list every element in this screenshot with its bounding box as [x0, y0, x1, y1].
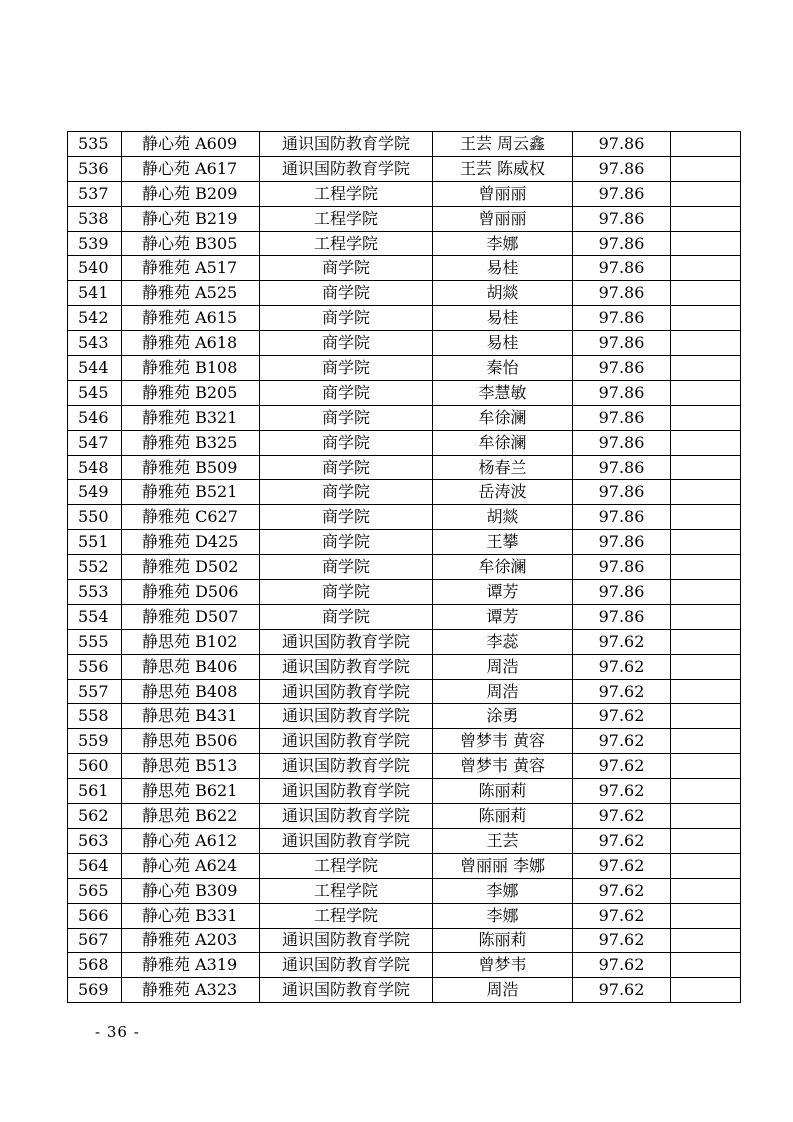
advisor-name-cell: 曾丽丽	[433, 181, 573, 206]
table-row	[68, 256, 741, 281]
remark-cell	[671, 729, 741, 754]
row-number-cell: 542	[68, 306, 122, 331]
table-row	[68, 156, 741, 181]
table-row	[68, 604, 741, 629]
score-cell: 97.86	[573, 380, 671, 405]
dorm-room-cell: 静雅苑 D506	[122, 580, 260, 605]
row-number-cell: 559	[68, 729, 122, 754]
row-number-cell: 569	[68, 978, 122, 1003]
score-cell: 97.86	[573, 580, 671, 605]
college-name-cell: 商学院	[260, 405, 433, 430]
table-row	[68, 754, 741, 779]
college-name-cell: 工程学院	[260, 903, 433, 928]
advisor-name-cell: 易桂	[433, 256, 573, 281]
remark-cell	[671, 978, 741, 1003]
table-row	[68, 679, 741, 704]
remark-cell	[671, 828, 741, 853]
remark-cell	[671, 679, 741, 704]
remark-cell	[671, 306, 741, 331]
remark-cell	[671, 928, 741, 953]
remark-cell	[671, 505, 741, 530]
row-number-cell: 541	[68, 281, 122, 306]
dorm-room-cell: 静雅苑 B521	[122, 480, 260, 505]
row-number-cell: 535	[68, 132, 122, 157]
advisor-name-cell: 易桂	[433, 331, 573, 356]
dorm-room-cell: 静心苑 B209	[122, 181, 260, 206]
advisor-name-cell: 牟徐澜	[433, 430, 573, 455]
score-cell: 97.86	[573, 306, 671, 331]
advisor-name-cell: 王芸 周云鑫	[433, 132, 573, 157]
remark-cell	[671, 256, 741, 281]
dorm-room-cell: 静思苑 B431	[122, 704, 260, 729]
college-name-cell: 商学院	[260, 306, 433, 331]
dorm-room-cell: 静雅苑 B321	[122, 405, 260, 430]
table-row	[68, 580, 741, 605]
college-name-cell: 商学院	[260, 555, 433, 580]
college-name-cell: 工程学院	[260, 878, 433, 903]
row-number-cell: 553	[68, 580, 122, 605]
row-number-cell: 538	[68, 206, 122, 231]
advisor-name-cell: 周浩	[433, 654, 573, 679]
dorm-room-cell: 静心苑 B331	[122, 903, 260, 928]
college-name-cell: 通识国防教育学院	[260, 754, 433, 779]
row-number-cell: 554	[68, 604, 122, 629]
table-row	[68, 828, 741, 853]
score-cell: 97.62	[573, 629, 671, 654]
row-number-cell: 545	[68, 380, 122, 405]
college-name-cell: 通识国防教育学院	[260, 804, 433, 829]
table-row	[68, 505, 741, 530]
row-number-cell: 562	[68, 804, 122, 829]
advisor-name-cell: 王芸	[433, 828, 573, 853]
row-number-cell: 536	[68, 156, 122, 181]
score-cell: 97.86	[573, 156, 671, 181]
college-name-cell: 通识国防教育学院	[260, 779, 433, 804]
score-cell: 97.62	[573, 804, 671, 829]
advisor-name-cell: 胡燚	[433, 505, 573, 530]
row-number-cell: 550	[68, 505, 122, 530]
college-name-cell: 工程学院	[260, 181, 433, 206]
table-row	[68, 530, 741, 555]
dorm-room-cell: 静思苑 B406	[122, 654, 260, 679]
advisor-name-cell: 李娜	[433, 231, 573, 256]
college-name-cell: 商学院	[260, 281, 433, 306]
table-row	[68, 555, 741, 580]
row-number-cell: 568	[68, 953, 122, 978]
remark-cell	[671, 380, 741, 405]
college-name-cell: 商学院	[260, 356, 433, 381]
college-name-cell: 工程学院	[260, 206, 433, 231]
table-row	[68, 306, 741, 331]
table-row	[68, 181, 741, 206]
table-row	[68, 779, 741, 804]
advisor-name-cell: 李慧敏	[433, 380, 573, 405]
score-cell: 97.62	[573, 729, 671, 754]
college-name-cell: 通识国防教育学院	[260, 132, 433, 157]
score-cell: 97.62	[573, 978, 671, 1003]
table-row	[68, 231, 741, 256]
dorm-room-cell: 静思苑 B513	[122, 754, 260, 779]
remark-cell	[671, 953, 741, 978]
college-name-cell: 商学院	[260, 331, 433, 356]
table-row	[68, 356, 741, 381]
dorm-room-cell: 静心苑 A612	[122, 828, 260, 853]
table-body	[68, 132, 741, 1003]
score-cell: 97.86	[573, 604, 671, 629]
remark-cell	[671, 629, 741, 654]
table-row	[68, 132, 741, 157]
dorm-room-cell: 静心苑 B219	[122, 206, 260, 231]
advisor-name-cell: 曾梦韦	[433, 953, 573, 978]
score-cell: 97.86	[573, 132, 671, 157]
dorm-room-cell: 静思苑 B622	[122, 804, 260, 829]
remark-cell	[671, 281, 741, 306]
remark-cell	[671, 580, 741, 605]
score-cell: 97.86	[573, 356, 671, 381]
score-cell: 97.86	[573, 181, 671, 206]
advisor-name-cell: 曾梦韦 黄容	[433, 754, 573, 779]
college-name-cell: 商学院	[260, 256, 433, 281]
row-number-cell: 561	[68, 779, 122, 804]
row-number-cell: 555	[68, 629, 122, 654]
remark-cell	[671, 704, 741, 729]
advisor-name-cell: 谭芳	[433, 580, 573, 605]
remark-cell	[671, 356, 741, 381]
table-row	[68, 804, 741, 829]
score-cell: 97.86	[573, 231, 671, 256]
row-number-cell: 563	[68, 828, 122, 853]
remark-cell	[671, 430, 741, 455]
row-number-cell: 558	[68, 704, 122, 729]
score-cell: 97.62	[573, 878, 671, 903]
advisor-name-cell: 周浩	[433, 679, 573, 704]
row-number-cell: 547	[68, 430, 122, 455]
advisor-name-cell: 胡燚	[433, 281, 573, 306]
row-number-cell: 565	[68, 878, 122, 903]
dorm-room-cell: 静心苑 A617	[122, 156, 260, 181]
dorm-room-cell: 静雅苑 A517	[122, 256, 260, 281]
score-cell: 97.86	[573, 281, 671, 306]
remark-cell	[671, 903, 741, 928]
dorm-room-cell: 静雅苑 A323	[122, 978, 260, 1003]
table-row	[68, 629, 741, 654]
dorm-room-cell: 静思苑 B621	[122, 779, 260, 804]
score-cell: 97.86	[573, 455, 671, 480]
row-number-cell: 567	[68, 928, 122, 953]
remark-cell	[671, 206, 741, 231]
score-cell: 97.62	[573, 903, 671, 928]
score-cell: 97.62	[573, 828, 671, 853]
score-cell: 97.62	[573, 654, 671, 679]
advisor-name-cell: 杨春兰	[433, 455, 573, 480]
remark-cell	[671, 754, 741, 779]
remark-cell	[671, 878, 741, 903]
row-number-cell: 539	[68, 231, 122, 256]
advisor-name-cell: 陈丽莉	[433, 928, 573, 953]
dorm-room-cell: 静心苑 A609	[122, 132, 260, 157]
advisor-name-cell: 李娜	[433, 903, 573, 928]
advisor-name-cell: 曾丽丽	[433, 206, 573, 231]
advisor-name-cell: 王芸 陈威权	[433, 156, 573, 181]
dorm-room-cell: 静雅苑 D507	[122, 604, 260, 629]
dorm-room-cell: 静雅苑 A618	[122, 331, 260, 356]
advisor-name-cell: 周浩	[433, 978, 573, 1003]
advisor-name-cell: 王攀	[433, 530, 573, 555]
college-name-cell: 工程学院	[260, 853, 433, 878]
table-row	[68, 480, 741, 505]
dorm-room-cell: 静雅苑 A525	[122, 281, 260, 306]
remark-cell	[671, 405, 741, 430]
remark-cell	[671, 530, 741, 555]
row-number-cell: 566	[68, 903, 122, 928]
table-row	[68, 704, 741, 729]
score-cell: 97.62	[573, 779, 671, 804]
score-cell: 97.62	[573, 679, 671, 704]
advisor-name-cell: 秦怡	[433, 356, 573, 381]
score-cell: 97.86	[573, 505, 671, 530]
row-number-cell: 544	[68, 356, 122, 381]
remark-cell	[671, 555, 741, 580]
row-number-cell: 546	[68, 405, 122, 430]
remark-cell	[671, 231, 741, 256]
advisor-name-cell: 易桂	[433, 306, 573, 331]
remark-cell	[671, 604, 741, 629]
remark-cell	[671, 132, 741, 157]
page-number: - 36 -	[95, 1023, 140, 1041]
college-name-cell: 商学院	[260, 505, 433, 530]
dormitory-ranking-table	[67, 131, 741, 1003]
dorm-room-cell: 静雅苑 B325	[122, 430, 260, 455]
row-number-cell: 540	[68, 256, 122, 281]
table-row	[68, 928, 741, 953]
table-row	[68, 978, 741, 1003]
score-cell: 97.86	[573, 430, 671, 455]
remark-cell	[671, 654, 741, 679]
table-row	[68, 455, 741, 480]
advisor-name-cell: 李蕊	[433, 629, 573, 654]
row-number-cell: 551	[68, 530, 122, 555]
college-name-cell: 商学院	[260, 530, 433, 555]
dorm-room-cell: 静雅苑 B509	[122, 455, 260, 480]
college-name-cell: 通识国防教育学院	[260, 629, 433, 654]
college-name-cell: 通识国防教育学院	[260, 978, 433, 1003]
college-name-cell: 通识国防教育学院	[260, 828, 433, 853]
table-row	[68, 853, 741, 878]
advisor-name-cell: 陈丽莉	[433, 804, 573, 829]
college-name-cell: 商学院	[260, 430, 433, 455]
dorm-room-cell: 静雅苑 D502	[122, 555, 260, 580]
table-row	[68, 331, 741, 356]
score-cell: 97.86	[573, 206, 671, 231]
dorm-room-cell: 静雅苑 C627	[122, 505, 260, 530]
advisor-name-cell: 涂勇	[433, 704, 573, 729]
remark-cell	[671, 853, 741, 878]
row-number-cell: 549	[68, 480, 122, 505]
dorm-room-cell: 静心苑 A624	[122, 853, 260, 878]
dorm-room-cell: 静雅苑 A319	[122, 953, 260, 978]
college-name-cell: 通识国防教育学院	[260, 928, 433, 953]
row-number-cell: 556	[68, 654, 122, 679]
college-name-cell: 通识国防教育学院	[260, 729, 433, 754]
table-row	[68, 953, 741, 978]
remark-cell	[671, 480, 741, 505]
dorm-room-cell: 静心苑 B309	[122, 878, 260, 903]
table-row	[68, 654, 741, 679]
score-cell: 97.86	[573, 480, 671, 505]
college-name-cell: 通识国防教育学院	[260, 679, 433, 704]
score-cell: 97.62	[573, 754, 671, 779]
remark-cell	[671, 779, 741, 804]
advisor-name-cell: 曾丽丽 李娜	[433, 853, 573, 878]
remark-cell	[671, 331, 741, 356]
college-name-cell: 商学院	[260, 455, 433, 480]
college-name-cell: 商学院	[260, 380, 433, 405]
remark-cell	[671, 156, 741, 181]
row-number-cell: 548	[68, 455, 122, 480]
table-row	[68, 878, 741, 903]
remark-cell	[671, 455, 741, 480]
score-cell: 97.86	[573, 555, 671, 580]
college-name-cell: 商学院	[260, 580, 433, 605]
college-name-cell: 工程学院	[260, 231, 433, 256]
dorm-room-cell: 静思苑 B102	[122, 629, 260, 654]
dorm-room-cell: 静雅苑 A203	[122, 928, 260, 953]
table-row	[68, 405, 741, 430]
college-name-cell: 通识国防教育学院	[260, 156, 433, 181]
score-cell: 97.86	[573, 530, 671, 555]
dorm-room-cell: 静雅苑 D425	[122, 530, 260, 555]
score-cell: 97.62	[573, 953, 671, 978]
college-name-cell: 通识国防教育学院	[260, 704, 433, 729]
row-number-cell: 543	[68, 331, 122, 356]
advisor-name-cell: 曾梦韦 黄容	[433, 729, 573, 754]
table-row	[68, 281, 741, 306]
row-number-cell: 557	[68, 679, 122, 704]
dorm-room-cell: 静雅苑 B205	[122, 380, 260, 405]
score-cell: 97.86	[573, 256, 671, 281]
college-name-cell: 通识国防教育学院	[260, 953, 433, 978]
score-cell: 97.62	[573, 704, 671, 729]
score-cell: 97.62	[573, 928, 671, 953]
college-name-cell: 商学院	[260, 480, 433, 505]
table-row	[68, 903, 741, 928]
row-number-cell: 552	[68, 555, 122, 580]
score-cell: 97.86	[573, 331, 671, 356]
college-name-cell: 通识国防教育学院	[260, 654, 433, 679]
dorm-room-cell: 静雅苑 B108	[122, 356, 260, 381]
table-row	[68, 729, 741, 754]
table-row	[68, 206, 741, 231]
advisor-name-cell: 牟徐澜	[433, 555, 573, 580]
score-cell: 97.86	[573, 405, 671, 430]
advisor-name-cell: 谭芳	[433, 604, 573, 629]
row-number-cell: 564	[68, 853, 122, 878]
college-name-cell: 商学院	[260, 604, 433, 629]
row-number-cell: 537	[68, 181, 122, 206]
advisor-name-cell: 牟徐澜	[433, 405, 573, 430]
dorm-room-cell: 静思苑 B408	[122, 679, 260, 704]
advisor-name-cell: 岳涛波	[433, 480, 573, 505]
dorm-room-cell: 静心苑 B305	[122, 231, 260, 256]
dorm-room-cell: 静雅苑 A615	[122, 306, 260, 331]
advisor-name-cell: 李娜	[433, 878, 573, 903]
advisor-name-cell: 陈丽莉	[433, 779, 573, 804]
table-row	[68, 380, 741, 405]
dorm-room-cell: 静思苑 B506	[122, 729, 260, 754]
score-cell: 97.62	[573, 853, 671, 878]
row-number-cell: 560	[68, 754, 122, 779]
remark-cell	[671, 181, 741, 206]
table-row	[68, 430, 741, 455]
remark-cell	[671, 804, 741, 829]
